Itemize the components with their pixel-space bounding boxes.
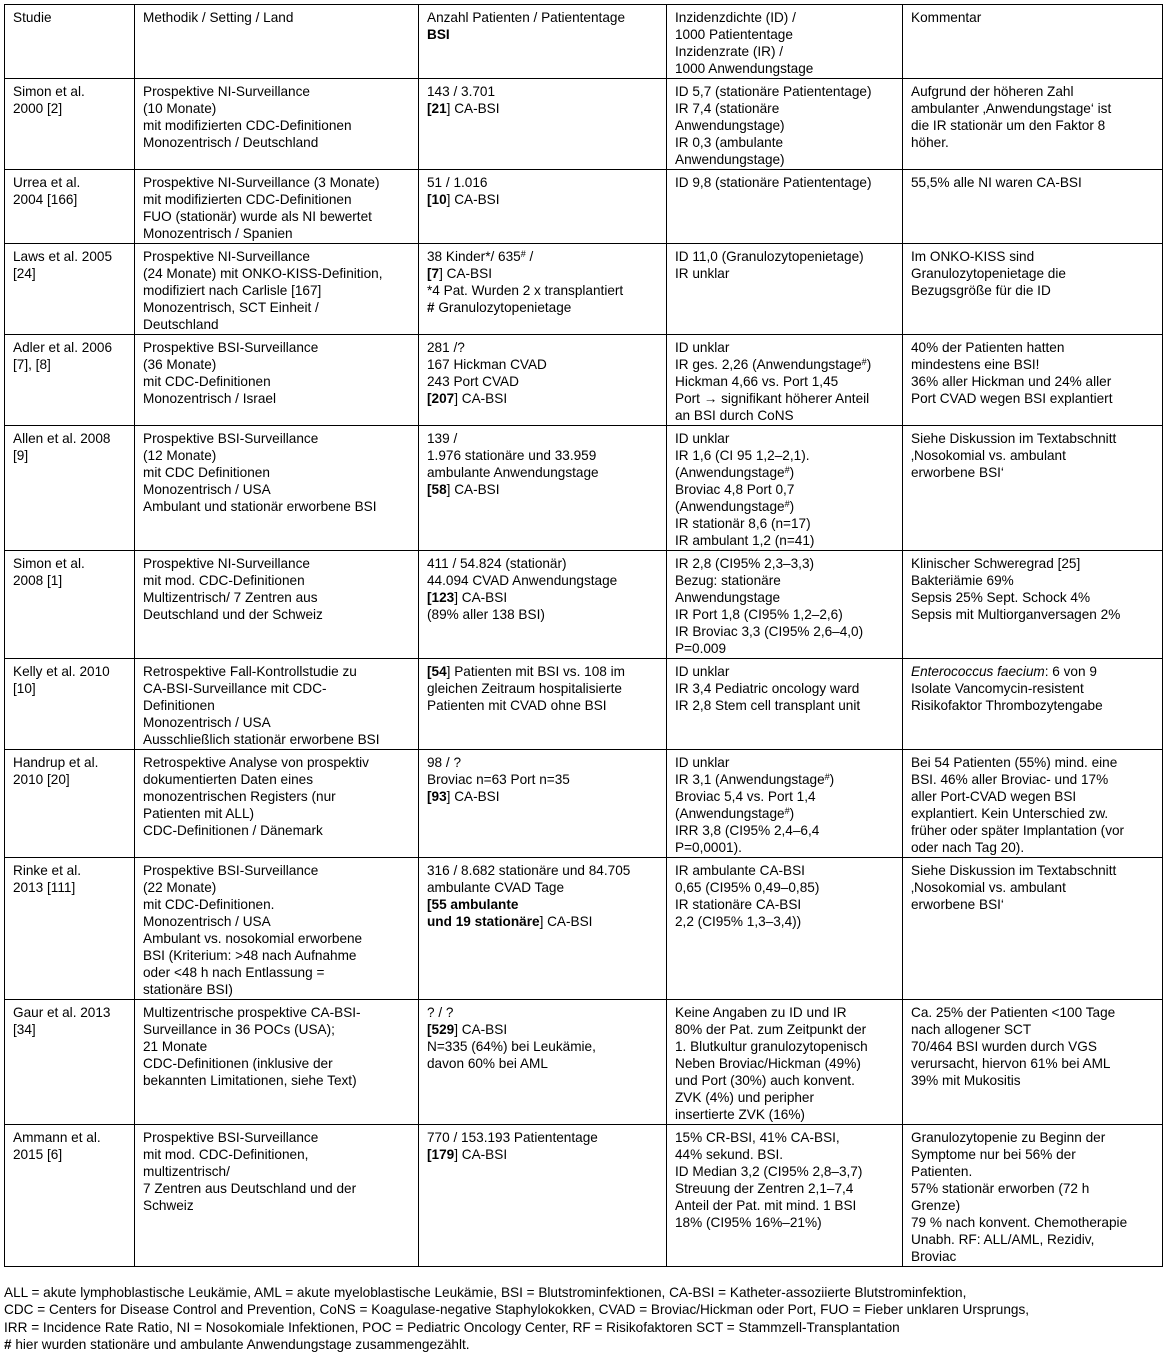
cell-line: Neben Broviac/Hickman (49%) [675, 1056, 861, 1071]
cell-patients [419, 170, 667, 244]
cell-line: Monozentrisch / USA [143, 914, 271, 929]
cell-line: modifiziert nach Carlisle [167] [143, 283, 322, 298]
cell-line: Keine Angaben zu ID und IR [675, 1005, 847, 1020]
cell-line: aller Port-CVAD wegen BSI [911, 789, 1077, 804]
cell-line: Ambulant und stationär erworbene BSI [143, 499, 377, 514]
table-row [5, 659, 1163, 750]
cell-incidence [667, 1125, 903, 1267]
cell-method [135, 335, 419, 426]
cell-patients [419, 426, 667, 551]
cell-line: ID 5,7 (stationäre Patiententage) [675, 84, 872, 99]
cell-line: Im ONKO-KISS sind [911, 249, 1035, 264]
table-row [5, 335, 1163, 426]
cell-comment [903, 5, 1163, 79]
cell-line: P=0.009 [675, 641, 727, 656]
cell-line: davon 60% bei AML [427, 1056, 548, 1071]
cell-line: [7] CA-BSI [427, 266, 492, 281]
cell-line: IR 7,4 (stationäre [675, 101, 780, 116]
cell-line: [207] CA-BSI [427, 391, 508, 406]
cell-line: [34] [13, 1022, 36, 1037]
cell-line: multizentrisch/ [143, 1164, 230, 1179]
cell-line: Broviac 4,8 Port 0,7 [675, 482, 795, 497]
cell-line: Bezugsgröße für die ID [911, 283, 1051, 298]
cell-line: Monozentrisch / USA [143, 715, 271, 730]
cell-line: Patienten mit CVAD ohne BSI [427, 698, 607, 713]
cell-line: ‚Nosokomial vs. ambulant [911, 880, 1066, 895]
cell-line: CDC-Definitionen / Dänemark [143, 823, 323, 838]
footnote-line: IRR = Incidence Rate Ratio, NI = Nosokomiale Infektionen, POC = Pediatric Oncology Center, RF = Risikofaktoren SCT = Stammzell-Transplantation [4, 1319, 900, 1335]
cell-study [5, 659, 135, 750]
cell-line: ‚Nosokomial vs. ambulant [911, 448, 1066, 463]
cell-patients [419, 1000, 667, 1125]
cell-line: Monozentrisch / Deutschland [143, 135, 319, 150]
cell-incidence [667, 335, 903, 426]
cell-line: Kelly et al. 2010 [13, 664, 110, 679]
cell-line: Bakteriämie 69% [911, 573, 1014, 588]
cell-line: [123] CA-BSI [427, 590, 508, 605]
cell-line: erworbene BSI‘ [911, 897, 1004, 912]
cell-line: verursacht, hiervon 61% bei AML [911, 1056, 1111, 1071]
cell-patients [419, 750, 667, 858]
cell-line: (Anwendungstage#) [675, 806, 795, 821]
cell-method [135, 79, 419, 170]
cell-line: mit CDC Definitionen [143, 465, 270, 480]
cell-line: Patienten mit ALL) [143, 806, 255, 821]
cell-line: Prospektive BSI-Surveillance [143, 340, 319, 355]
cell-study [5, 858, 135, 1000]
cell-line: Symptome nur bei 56% der [911, 1147, 1076, 1162]
cell-line: [9] [13, 448, 29, 463]
table-row [5, 1000, 1163, 1125]
cell-patients [419, 244, 667, 335]
cell-comment [903, 244, 1163, 335]
table-row [5, 244, 1163, 335]
cell-line: Anwendungstage) [675, 152, 785, 167]
cell-line: Broviac [911, 1249, 957, 1264]
cell-line: Deutschland [143, 317, 219, 332]
cell-incidence [667, 244, 903, 335]
cell-line: Siehe Diskussion im Textabschnitt [911, 431, 1117, 446]
cell-line: IR 3,4 Pediatric oncology ward [675, 681, 860, 696]
cell-line: IR stationäre CA-BSI [675, 897, 802, 912]
cell-line: Inzidenzdichte (ID) / [675, 10, 796, 25]
cell-line: an BSI durch CoNS [675, 408, 794, 423]
cell-line: FUO (stationär) wurde als NI bewertet [143, 209, 372, 224]
cell-line: Laws et al. 2005 [13, 249, 112, 264]
cell-method [135, 551, 419, 659]
cell-line: 411 / 54.824 (stationär) [427, 556, 567, 571]
cell-line: Rinke et al. [13, 863, 82, 878]
cell-incidence [667, 750, 903, 858]
cell-line: monozentrischen Registers (nur [143, 789, 336, 804]
cell-incidence [667, 79, 903, 170]
cell-line: 770 / 153.193 Patiententage [427, 1130, 598, 1145]
cell-line: Port CVAD wegen BSI explantiert [911, 391, 1113, 406]
cell-comment [903, 659, 1163, 750]
cell-study [5, 551, 135, 659]
cell-incidence [667, 659, 903, 750]
cell-line: 98 / ? [427, 755, 462, 770]
cell-line: [10] CA-BSI [427, 192, 500, 207]
cell-patients [419, 335, 667, 426]
cell-line: Ambulant vs. nosokomial erworbene [143, 931, 363, 946]
cell-line: ID unklar [675, 340, 730, 355]
cell-line: Unabh. RF: ALL/AML, Rezidiv, [911, 1232, 1095, 1247]
cell-incidence [667, 170, 903, 244]
cell-line: 21 Monate [143, 1039, 208, 1054]
cell-line: IR 0,3 (ambulante [675, 135, 784, 150]
cell-line: IR unklar [675, 266, 730, 281]
cell-line: Kommentar [911, 10, 982, 25]
cell-line: [54] Patienten mit BSI vs. 108 im [427, 664, 625, 679]
cell-line: Prospektive BSI-Surveillance [143, 1130, 319, 1145]
cell-line: Hickman 4,66 vs. Port 1,45 [675, 374, 839, 389]
cell-line: (12 Monate) [143, 448, 217, 463]
cell-line: 1000 Anwendungstage [675, 61, 814, 76]
cell-line: Monozentrisch / Israel [143, 391, 276, 406]
cell-line: mit modifizierten CDC-Definitionen [143, 118, 352, 133]
cell-method [135, 750, 419, 858]
cell-line: Adler et al. 2006 [13, 340, 112, 355]
cell-line: und Port (30%) auch konvent. [675, 1073, 855, 1088]
cell-line: 2010 [20] [13, 772, 70, 787]
cell-line: [55 ambulante [427, 897, 519, 912]
cell-line: Anzahl Patienten / Patiententage [427, 10, 626, 25]
cell-line: Anwendungstage) [675, 118, 785, 133]
cell-line: Multizentrische prospektive CA-BSI- [143, 1005, 361, 1020]
cell-line: 0,65 (CI95% 0,49–0,85) [675, 880, 820, 895]
cell-line: 44.094 CVAD Anwendungstage [427, 573, 618, 588]
cell-line: mit modifizierten CDC-Definitionen [143, 192, 352, 207]
cell-study [5, 750, 135, 858]
cell-study [5, 335, 135, 426]
cell-line: [21] CA-BSI [427, 101, 500, 116]
table-row [5, 551, 1163, 659]
cell-patients [419, 551, 667, 659]
cell-line: 167 Hickman CVAD [427, 357, 547, 372]
cell-line: CDC-Definitionen (inklusive der [143, 1056, 333, 1071]
table-header-row [5, 5, 1163, 79]
cell-line: 139 / [427, 431, 458, 446]
cell-line: 38 Kinder*/ 635# / [427, 249, 534, 264]
cell-line: Broviac 5,4 vs. Port 1,4 [675, 789, 816, 804]
table-row [5, 426, 1163, 551]
cell-line: Monozentrisch / USA [143, 482, 271, 497]
cell-line: 7 Zentren aus Deutschland und der [143, 1181, 357, 1196]
cell-line: (36 Monate) [143, 357, 217, 372]
cell-line: Definitionen [143, 698, 215, 713]
cell-line: 79 % nach konvent. Chemotherapie [911, 1215, 1128, 1230]
cell-line: ID unklar [675, 431, 730, 446]
cell-line: [24] [13, 266, 36, 281]
cell-line: ID 11,0 (Granulozytopenietage) [675, 249, 864, 264]
cell-line: Risikofaktor Thrombozytengabe [911, 698, 1103, 713]
cell-incidence [667, 551, 903, 659]
cell-line: [93] CA-BSI [427, 789, 500, 804]
cell-line: Patienten. [911, 1164, 973, 1179]
cell-line: früher oder später Implantation (vor [911, 823, 1125, 838]
cell-line: Ausschließlich stationär erworbene BSI [143, 732, 380, 747]
cell-line: 1000 Patiententage [675, 27, 793, 42]
cell-line: dokumentierten Daten eines [143, 772, 314, 787]
cell-line: Aufgrund der höheren Zahl [911, 84, 1074, 99]
cell-line: IR Port 1,8 (CI95% 1,2–2,6) [675, 607, 843, 622]
cell-method [135, 426, 419, 551]
table-row [5, 79, 1163, 170]
cell-line: Sepsis 25% Sept. Schock 4% [911, 590, 1091, 605]
cell-line: explantiert. Kein Unterschied zw. [911, 806, 1109, 821]
cell-line: 57% stationär erworben (72 h [911, 1181, 1090, 1196]
cell-line: IR ambulant 1,2 (n=41) [675, 533, 815, 548]
cell-line: (10 Monate) [143, 101, 217, 116]
cell-line: Gaur et al. 2013 [13, 1005, 111, 1020]
cell-line: Bezug: stationäre [675, 573, 781, 588]
cell-line: ambulante CVAD Tage [427, 880, 565, 895]
cell-line: ID unklar [675, 755, 730, 770]
cell-line: [529] CA-BSI [427, 1022, 508, 1037]
cell-line: (22 Monate) [143, 880, 217, 895]
cell-line: oder <48 h nach Entlassung = [143, 965, 325, 980]
cell-line: CA-BSI-Surveillance mit CDC- [143, 681, 327, 696]
cell-line: Prospektive BSI-Surveillance [143, 863, 319, 878]
cell-line: 36% aller Hickman und 24% aller [911, 374, 1112, 389]
cell-method [135, 1125, 419, 1267]
cell-line: Inzidenzrate (IR) / [675, 44, 784, 59]
cell-line: Handrup et al. [13, 755, 99, 770]
cell-line: 2000 [2] [13, 101, 63, 116]
cell-line: BSI (Kriterium: >48 nach Aufnahme [143, 948, 357, 963]
cell-line: [7], [8] [13, 357, 51, 372]
cell-incidence [667, 5, 903, 79]
cell-method [135, 244, 419, 335]
cell-study [5, 244, 135, 335]
cell-line: [58] CA-BSI [427, 482, 500, 497]
cell-line: # Granulozytopenietage [427, 300, 572, 315]
cell-line: mit CDC-Definitionen [143, 374, 271, 389]
cell-line: N=335 (64%) bei Leukämie, [427, 1039, 596, 1054]
cell-study [5, 79, 135, 170]
cell-incidence [667, 426, 903, 551]
cell-line: 243 Port CVAD [427, 374, 519, 389]
cell-line: 40% der Patienten hatten [911, 340, 1065, 355]
cell-line: Anwendungstage [675, 590, 781, 605]
cell-line: Prospektive NI-Surveillance [143, 249, 310, 264]
cell-line: 1.976 stationäre und 33.959 [427, 448, 597, 463]
cell-line: ID 9,8 (stationäre Patiententage) [675, 175, 872, 190]
cell-line: Allen et al. 2008 [13, 431, 111, 446]
table-row [5, 170, 1163, 244]
cell-comment [903, 1125, 1163, 1267]
cell-line: (24 Monate) mit ONKO-KISS-Definition, [143, 266, 383, 281]
cell-comment [903, 750, 1163, 858]
cell-line: Prospektive NI-Surveillance [143, 556, 310, 571]
cell-line: Deutschland und der Schweiz [143, 607, 323, 622]
cell-line: 143 / 3.701 [427, 84, 496, 99]
cell-method [135, 659, 419, 750]
cell-line: Ammann et al. [13, 1130, 101, 1145]
cell-line: ZVK (4%) und peripher [675, 1090, 815, 1105]
cell-line: IR 1,6 (CI 95 1,2–2,1). [675, 448, 810, 463]
cell-line: (Anwendungstage#) [675, 465, 795, 480]
cell-method [135, 5, 419, 79]
cell-line: Methodik / Setting / Land [143, 10, 294, 25]
cell-line: Monozentrisch / Spanien [143, 226, 293, 241]
cell-line: Prospektive BSI-Surveillance [143, 431, 319, 446]
cell-line: die IR stationär um den Faktor 8 [911, 118, 1106, 133]
cell-line: nach allogener SCT [911, 1022, 1032, 1037]
cell-incidence [667, 858, 903, 1000]
cell-line: IR Broviac 3,3 (CI95% 2,6–4,0) [675, 624, 864, 639]
table-row [5, 1125, 1163, 1267]
cell-line: Granulozytopenie zu Beginn der [911, 1130, 1106, 1145]
cell-line: insertierte ZVK (16%) [675, 1107, 805, 1122]
cell-line: Retrospektive Fall-Kontrollstudie zu [143, 664, 357, 679]
cell-line: Bei 54 Patienten (55%) mind. eine [911, 755, 1118, 770]
cell-line: Sepsis mit Multiorganversagen 2% [911, 607, 1121, 622]
cell-line: *4 Pat. Wurden 2 x transplantiert [427, 283, 624, 298]
cell-line: Ca. 25% der Patienten <100 Tage [911, 1005, 1116, 1020]
cell-line: Anteil der Pat. mit mind. 1 BSI [675, 1198, 857, 1213]
cell-comment [903, 1000, 1163, 1125]
cell-line: 44% sekund. BSI. [675, 1147, 784, 1162]
cell-comment [903, 858, 1163, 1000]
cell-line: erworbene BSI‘ [911, 465, 1004, 480]
cell-comment [903, 426, 1163, 551]
cell-comment [903, 79, 1163, 170]
cell-line: 39% mit Mukositis [911, 1073, 1021, 1088]
cell-line: ID unklar [675, 664, 730, 679]
cell-line: IR 2,8 (CI95% 2,3–3,3) [675, 556, 815, 571]
cell-line: Klinischer Schweregrad [25] [911, 556, 1081, 571]
cell-line: Streuung der Zentren 2,1–7,4 [675, 1181, 854, 1196]
cell-line: (89% aller 138 BSI) [427, 607, 545, 622]
cell-line: 316 / 8.682 stationäre und 84.705 [427, 863, 631, 878]
cell-line: [179] CA-BSI [427, 1147, 508, 1162]
cell-method [135, 1000, 419, 1125]
cell-line: bekannten Limitationen, siehe Text) [143, 1073, 357, 1088]
cell-study [5, 1000, 135, 1125]
cell-line: 2013 [111] [13, 880, 76, 895]
cell-line: 55,5% alle NI waren CA-BSI [911, 175, 1082, 190]
cell-line: Granulozytopenietage die [911, 266, 1066, 281]
cell-patients [419, 5, 667, 79]
cell-line: mindestens eine BSI! [911, 357, 1040, 372]
cell-method [135, 858, 419, 1000]
table-row [5, 750, 1163, 858]
cell-line: 70/464 BSI wurden durch VGS [911, 1039, 1097, 1054]
results-table [4, 4, 1163, 1267]
cell-line: mit CDC-Definitionen. [143, 897, 275, 912]
footnote-line: CDC = Centers for Disease Control and Prevention, CoNS = Koagulase-negative Staphylokokken, CVAD = Broviac/Hickman oder Port, FUO = Fieber unklaren Ursprungs, [4, 1302, 1030, 1318]
cell-line: IR ges. 2,26 (Anwendungstage#) [675, 357, 872, 372]
footnote-line: ALL = akute lymphoblastische Leukämie, AML = akute myeloblastische Leukämie, BSI = Blutstrominfektionen, CA-BSI = Katheter-assoziierte Blutstrominfektion, [4, 1285, 967, 1300]
cell-line: Surveillance in 36 POCs (USA); [143, 1022, 335, 1037]
cell-line: ambulante Anwendungstage [427, 465, 599, 480]
cell-line: P=0,0001). [675, 840, 742, 855]
cell-line: ambulanter ‚Anwendungstage‘ ist [911, 101, 1112, 116]
table-footnotes [4, 1284, 1029, 1354]
cell-line: 2015 [6] [13, 1147, 63, 1162]
cell-line: Prospektive NI-Surveillance (3 Monate) [143, 175, 380, 190]
cell-line: 51 / 1.016 [427, 175, 488, 190]
cell-line: Studie [13, 10, 52, 25]
cell-line: Simon et al. [13, 84, 85, 99]
cell-method [135, 170, 419, 244]
cell-line: Isolate Vancomycin-resistent [911, 681, 1084, 696]
cell-line: mit mod. CDC-Definitionen, [143, 1147, 309, 1162]
cell-study [5, 1125, 135, 1267]
cell-line: 2008 [1] [13, 573, 63, 588]
cell-comment [903, 551, 1163, 659]
cell-line: Retrospektive Analyse von prospektiv [143, 755, 369, 770]
cell-line: 18% (CI95% 16%–21%) [675, 1215, 822, 1230]
cell-comment [903, 170, 1163, 244]
cell-line: 2004 [166] [13, 192, 78, 207]
cell-line: höher. [911, 135, 949, 150]
cell-line: 15% CR-BSI, 41% CA-BSI, [675, 1130, 840, 1145]
cell-line: Enterococcus faecium: 6 von 9 [911, 664, 1097, 679]
cell-line: IR ambulante CA-BSI [675, 863, 805, 878]
cell-line: [10] [13, 681, 36, 696]
cell-study [5, 426, 135, 551]
cell-line: IR stationär 8,6 (n=17) [675, 516, 811, 531]
cell-line: Schweiz [143, 1198, 194, 1213]
cell-line: (Anwendungstage#) [675, 499, 795, 514]
cell-line: Simon et al. [13, 556, 85, 571]
cell-line: Grenze) [911, 1198, 961, 1213]
cell-line: Siehe Diskussion im Textabschnitt [911, 863, 1117, 878]
cell-study [5, 170, 135, 244]
cell-line: 80% der Pat. zum Zeitpunkt der [675, 1022, 867, 1037]
cell-line: IRR 3,8 (CI95% 2,4–6,4 [675, 823, 820, 838]
cell-line: gleichen Zeitraum hospitalisierte [427, 681, 622, 696]
cell-line: oder nach Tag 20). [911, 840, 1025, 855]
footnote-line: # hier wurden stationäre und ambulante Anwendungstage zusammengezählt. [4, 1337, 470, 1353]
cell-incidence [667, 1000, 903, 1125]
cell-line: BSI. 46% aller Broviac- und 17% [911, 772, 1109, 787]
cell-line: 2,2 (CI95% 1,3–3,4)) [675, 914, 802, 929]
cell-study [5, 5, 135, 79]
cell-line: ID Median 3,2 (CI95% 2,8–3,7) [675, 1164, 863, 1179]
table-row [5, 858, 1163, 1000]
cell-line: Prospektive NI-Surveillance [143, 84, 310, 99]
cell-line: stationäre BSI) [143, 982, 233, 997]
cell-line: und 19 stationäre] CA-BSI [427, 914, 593, 929]
cell-line: Multizentrisch/ 7 Zentren aus [143, 590, 318, 605]
cell-line: BSI [427, 27, 450, 42]
cell-line: 281 /? [427, 340, 465, 355]
cell-patients [419, 659, 667, 750]
cell-line: ? / ? [427, 1005, 454, 1020]
cell-line: Broviac n=63 Port n=35 [427, 772, 570, 787]
cell-line: IR 3,1 (Anwendungstage#) [675, 772, 835, 787]
cell-line: 1. Blutkultur granulozytopenisch [675, 1039, 868, 1054]
cell-patients [419, 1125, 667, 1267]
cell-line: mit mod. CDC-Definitionen [143, 573, 305, 588]
cell-line: Monozentrisch, SCT Einheit / [143, 300, 319, 315]
cell-line: IR 2,8 Stem cell transplant unit [675, 698, 861, 713]
cell-comment [903, 335, 1163, 426]
cell-patients [419, 79, 667, 170]
cell-patients [419, 858, 667, 1000]
cell-line: Port → signifikant höherer Anteil [675, 391, 870, 406]
cell-line: Urrea et al. [13, 175, 81, 190]
